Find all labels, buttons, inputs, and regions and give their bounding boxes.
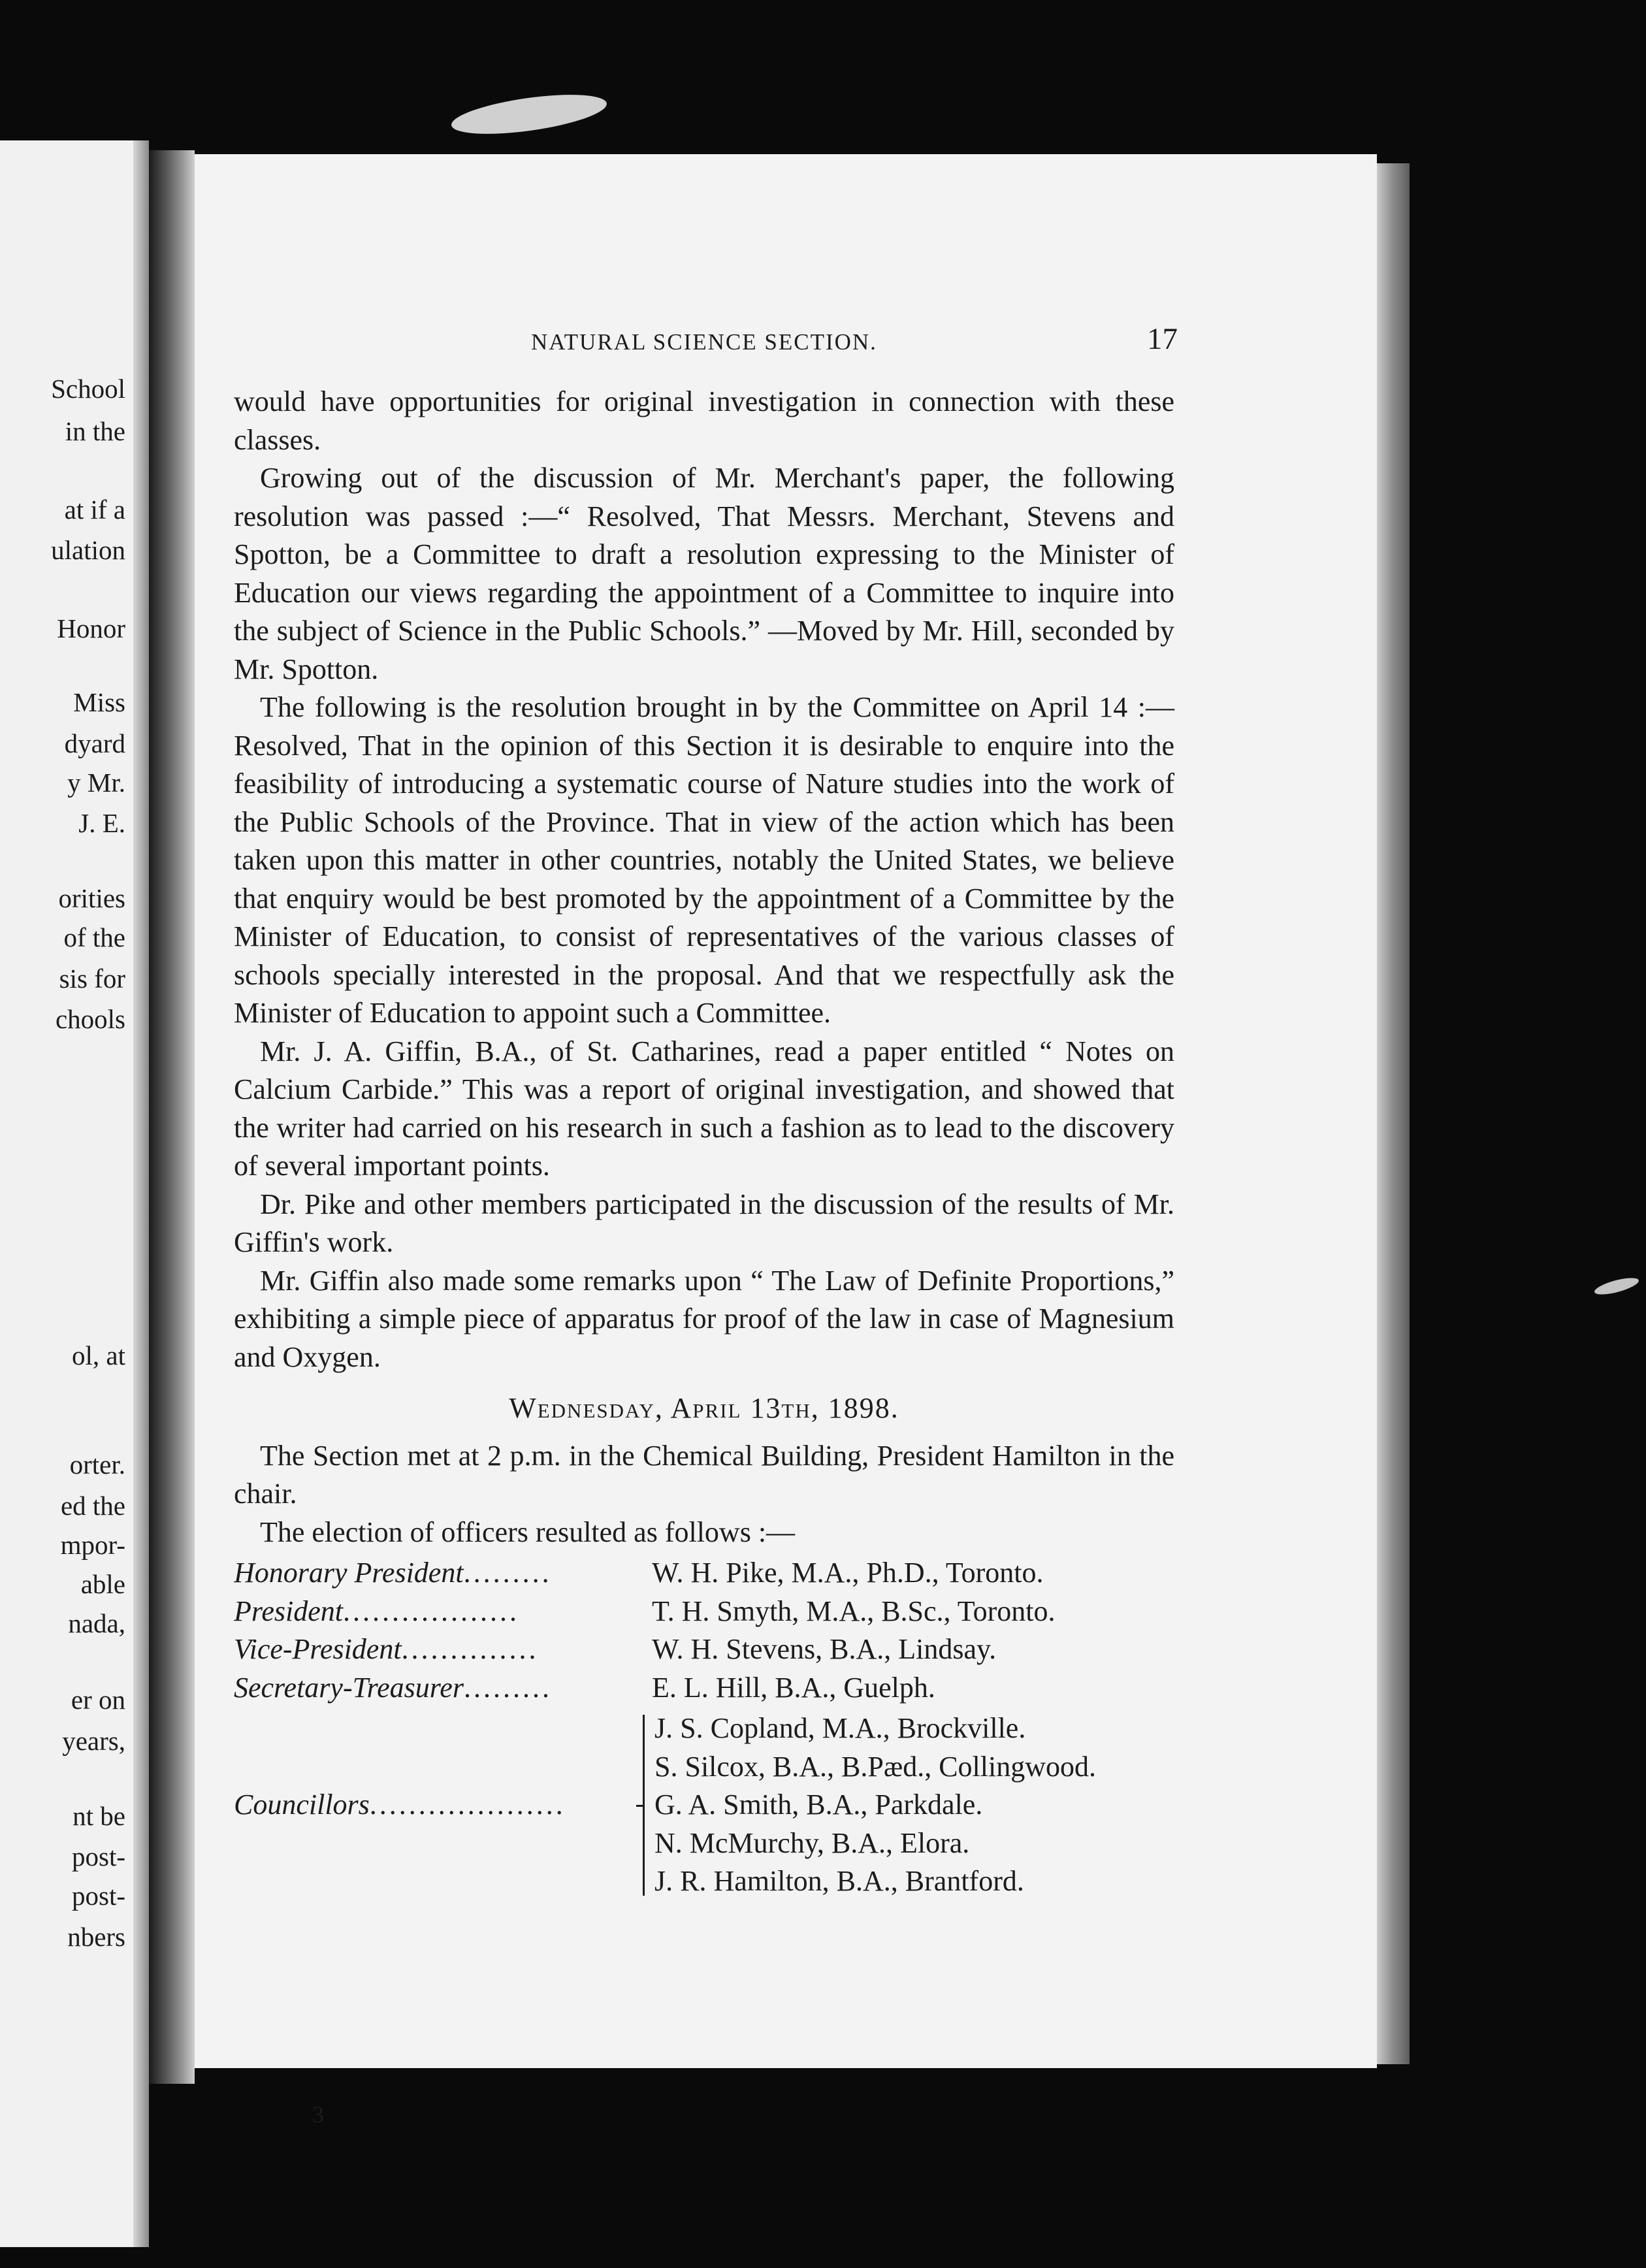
facing-page-line: able: [80, 1569, 125, 1599]
facing-page-line: of the: [63, 922, 125, 952]
facing-page-line: Miss: [73, 687, 125, 717]
facing-page-line: nada,: [68, 1608, 125, 1638]
signature-mark: 3: [312, 2101, 324, 2128]
scan-speck: [449, 88, 609, 142]
page-body: [234, 383, 1174, 1901]
facing-page-line: orter.: [69, 1450, 125, 1480]
section-date-heading: Wednesday, April 13th, 1898.: [509, 1392, 899, 1424]
paragraph: Mr. Giffin also made some remarks upon “ The Law of Definite Proportions,” exhibiting a simple piece of apparatus for proof of the law in case of Magnesium and Oxygen.: [234, 1264, 1174, 1373]
councillor-name: N. McMurchy, B.A., Elora.: [654, 1826, 970, 1859]
officer-role: Vice-President..............: [234, 1633, 539, 1665]
councillor-name: S. Silcox, B.A., B.Pæd., Collingwood.: [654, 1750, 1097, 1783]
facing-page-line: nbers: [67, 1922, 125, 1952]
officer-row: [234, 1669, 1174, 1708]
facing-page-line: y Mr.: [67, 768, 125, 798]
facing-page-line: years,: [62, 1726, 125, 1756]
facing-page-line: at if a: [64, 494, 125, 525]
facing-page-line: post-: [72, 1841, 125, 1871]
facing-page-line: in the: [65, 416, 125, 446]
officer-name: T. H. Smyth, M.A., B.Sc., Toronto.: [652, 1595, 1056, 1627]
facing-page-line: ol, at: [72, 1340, 125, 1370]
page-edge-shadow: [1377, 163, 1410, 2064]
paragraph: Growing out of the discussion of Mr. Merchant's paper, the following resolution was passed :—“ Resolved, That Messrs. Merchant, Stevens and Spotton, be a Committee to draft a resolution expressing to the Minister of Education our views regarding the appointment of a Committee to inquire into the subject of Science in the Public Schools.” —Moved by Mr. Hill, seconded by Mr. Spotton.: [234, 462, 1174, 685]
officer-name: W. H. Stevens, B.A., Lindsay.: [652, 1633, 997, 1665]
officer-role: Honorary President.........: [234, 1557, 552, 1589]
facing-page-line: J. E.: [78, 808, 125, 838]
officer-name: W. H. Pike, M.A., Ph.D., Toronto.: [652, 1557, 1044, 1589]
officer-row: [234, 1593, 1174, 1631]
officer-role: Secretary-Treasurer.........: [234, 1671, 552, 1704]
facing-page-line: School: [51, 374, 125, 404]
running-head: NATURAL SCIENCE SECTION.: [531, 329, 877, 355]
facing-page-line: post-: [72, 1881, 125, 1911]
officer-row: [234, 1630, 1174, 1669]
page-number: 17: [1147, 322, 1178, 356]
facing-page-line: Honor: [57, 613, 125, 643]
binding-gutter: [149, 150, 195, 2084]
facing-page-line: chools: [55, 1004, 125, 1034]
facing-page-line: ulation: [51, 535, 125, 565]
facing-page-line: dyard: [64, 728, 125, 758]
councillor-names: [652, 1709, 1096, 1901]
councillor-name: G. A. Smith, B.A., Parkdale.: [654, 1789, 983, 1821]
brace-icon: [639, 1709, 652, 1901]
paragraph: would have opportunities for original investigation in connection with these classes.: [234, 385, 1174, 456]
book-page: [195, 154, 1377, 2128]
paragraph: The Section met at 2 p.m. in the Chemical Building, President Hamilton in the chair.: [234, 1439, 1174, 1510]
paragraph: The following is the resolution brought in by the Committee on April 14 :—Resolved, That in the opinion of this Section it is desirable to enquire into the feasibility of introducing a systematic course of Nature studies into the work of the Public Schools of the Province. That in view of the action which has been taken upon this matter in other countries, notably the United States, we believe that enquiry would be best promoted by the appointment of a Committee by the Minister of Education, to consist of representatives of the various classes of schools specially interested in the proposal. And that we respectfully ask the Minister of Education to appoint such a Committee.: [234, 691, 1174, 1029]
officer-name: E. L. Hill, B.A., Guelph.: [652, 1671, 935, 1704]
officers-list: [234, 1554, 1174, 1901]
paragraph: Dr. Pike and other members participated in the discussion of the results of Mr. Giffin's work.: [234, 1188, 1174, 1258]
officer-row: [234, 1554, 1174, 1593]
facing-page-line: er on: [71, 1685, 125, 1715]
councillor-name: J. R. Hamilton, B.A., Brantford.: [654, 1865, 1024, 1897]
facing-page-line: mpor-: [60, 1530, 125, 1560]
facing-page-line: nt be: [73, 1801, 125, 1831]
facing-page-line: orities: [58, 883, 125, 913]
councillors-group: [234, 1709, 1174, 1901]
facing-page-line: ed the: [60, 1491, 125, 1521]
facing-page-line: sis for: [59, 964, 125, 994]
paragraph: The election of officers resulted as follows :—: [260, 1515, 796, 1548]
scan-speck: [1593, 1274, 1640, 1298]
officer-role: President..................: [234, 1595, 519, 1627]
councillor-name: J. S. Copland, M.A., Brockville.: [654, 1712, 1026, 1744]
paragraph: Mr. J. A. Giffin, B.A., of St. Catharines, read a paper entitled “ Notes on Calcium Carbide.” This was a report of original investigation, and showed that the writer had carried on his research in such a fashion as to lead to the discovery of several important points.: [234, 1035, 1174, 1182]
facing-page-spine-shadow: [133, 140, 149, 2247]
officer-role: Councillors....................: [234, 1789, 566, 1821]
facing-page-fragment: [0, 140, 149, 2247]
